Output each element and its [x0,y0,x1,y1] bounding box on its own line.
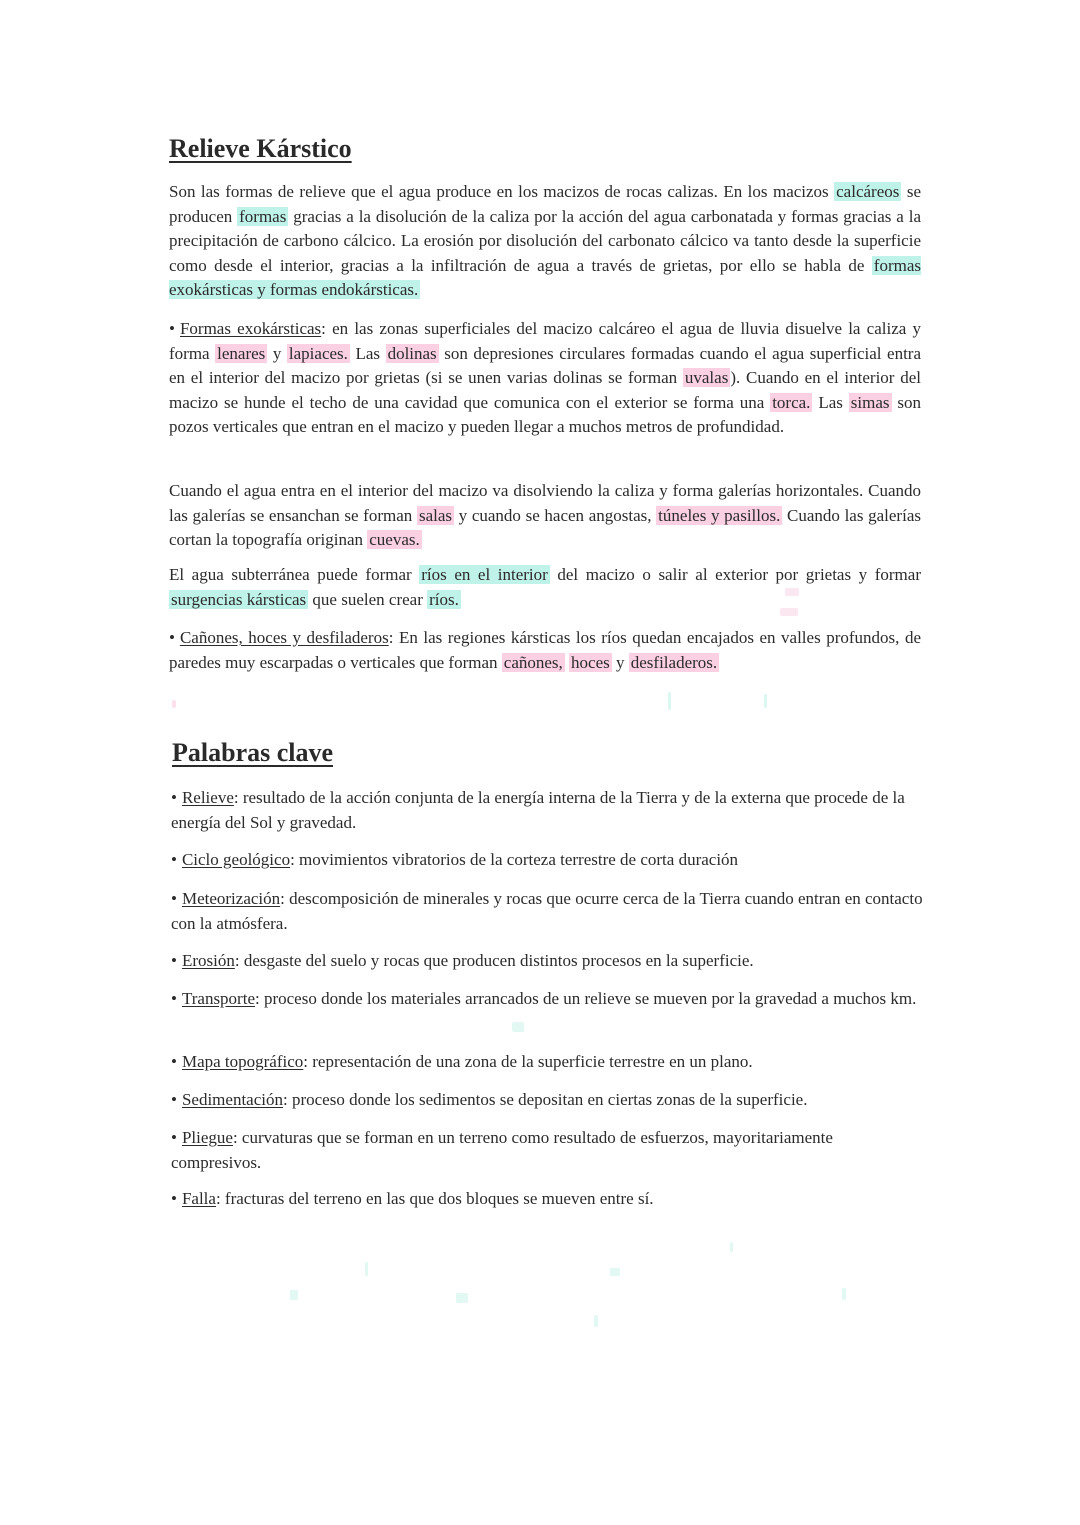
highlight-cuevas: cuevas. [369,530,420,550]
keyword-definition: : representación de una zona de la superficie terrestre en un plano. [303,1052,753,1071]
highlight-dolinas: dolinas [387,343,437,363]
keyword-term: Transporte [181,989,255,1008]
scan-speck [785,588,799,596]
highlight-simas: simas [850,392,890,412]
keyword-definition: : curvaturas que se forman en un terreno como resultado de esfuerzos, mayoritariamente compresivos. [171,1128,833,1172]
text-span: gracias a la disolución de la caliza por la acción del agua carbonatada y formas gracias a la precipitación de carbono cálcico. La erosión por disolución del carbonato cálcico va tanto desde la superficie como desde el interior, gracias a la infiltración de agua a través de grietas, por ello se habla de [169,206,921,275]
highlight-desfiladeros: desfiladeros. [630,652,718,672]
keyword-definition: : resultado de la acción conjunta de la energía interna de la Tierra y de la externa que procede de la energía del Sol y gravedad. [171,788,905,832]
paragraph-galerias [169,479,921,553]
bullet-mark: • [171,850,177,869]
bullet-mark: • [171,1090,177,1109]
bullet-mark: • [171,889,177,908]
text-span: y [267,343,287,363]
bullet-mark: • [171,1052,177,1071]
scan-speck [594,1315,598,1327]
text-span: : en las zonas superficiales del macizo calcáreo el agua de lluvia disuelve la caliza y forma [169,319,921,363]
scan-speck [668,692,671,710]
text-span: que suelen crear [308,589,428,609]
bullet-mark: • [169,319,175,338]
bullet-mark: • [171,989,177,1008]
section-title-palabras-clave: Palabras clave [172,738,334,767]
keyword-term: Falla [181,1189,216,1208]
highlight-surgencias: surgencias kársticas [171,589,307,609]
highlight-lapiaces: lapiaces. [288,343,348,363]
keyword-term: Pliegue [181,1128,233,1147]
highlight-salas: salas [418,505,452,525]
keyword-item [171,1126,923,1175]
bullet-mark: • [171,1189,177,1208]
keyword-item [171,1088,923,1113]
keyword-item [171,1050,923,1075]
bullet-mark: • [171,788,177,807]
scan-speck [456,1293,468,1303]
keyword-item [171,1187,923,1212]
keyword-definition: : descomposición de minerales y rocas que ocurre cerca de la Tierra cuando entran en contacto con la atmósfera. [171,889,923,933]
keyword-definition: : desgaste del suelo y rocas que producen distintos procesos en la superficie. [234,951,754,970]
highlight-rios: ríos. [429,589,459,609]
keyword-item [171,848,923,873]
text-span: son depresiones circulares formadas cuando el agua superficial entra en el interior del macizo por grietas (si se unen varias dolinas se forman [169,343,922,388]
keyword-item [171,786,923,835]
text-span: El agua subterránea puede formar [169,565,420,584]
text-span: Cuando el agua entra en el interior del macizo va disolviendo la caliza y forma galerías horizontales. Cuando las galerías se ensanchan se forman [169,481,921,525]
keyword-item [171,887,923,936]
highlight-rios-interior: ríos en el interior [421,565,548,584]
text-span: del macizo o salir al exterior por grietas y formar [549,565,921,584]
section-title-relieve-karstico: Relieve Kárstico [169,134,352,163]
scan-speck [610,1268,620,1276]
bullet-mark: • [171,951,177,970]
text-span: y cuando se hacen angostas, [454,505,657,525]
paragraph-agua-subterranea [169,563,921,612]
keyword-term: Mapa topográfico [181,1052,304,1071]
keyword-item [171,987,923,1012]
keyword-term: Sedimentación [181,1090,283,1109]
keyword-term: Erosión [181,951,235,970]
paragraph-intro [169,180,921,303]
scan-speck [365,1262,368,1276]
keyword-term: Ciclo geológico [181,850,291,869]
paragraph-formas-exokarsticas [169,317,921,440]
scan-speck [764,694,767,708]
bullet-mark: • [169,628,175,647]
highlight-canones: cañones, [503,652,563,672]
highlight-lenares: lenares [217,343,266,363]
keyword-definition: : fracturas del terreno en las que dos bloques se mueven entre sí. [215,1189,654,1208]
highlight-tuneles-pasillos: túneles y pasillos. [658,505,781,525]
highlight-uvalas: uvalas [684,368,729,388]
keyword-definition: : proceso donde los materiales arrancados de un relieve se mueven por la gravedad a muchos km. [255,989,917,1008]
text-span: Las [812,392,849,412]
text-span: se producen [169,182,921,226]
keyword-term: Meteorización [181,889,281,908]
text-span: ). Cuando en el interior del macizo se hunde el techo de una cavidad que comunica con el exterior se forma una [169,368,921,412]
highlight-formas: formas [239,206,287,226]
text-span: : En las regiones kársticas los ríos quedan encajados en valles profundos, de paredes muy escarpadas o verticales que forman [169,628,921,672]
scan-speck [172,700,176,708]
highlight-calcareos: calcáreos [836,182,900,201]
term-canones-hoces: Cañones, hoces y desfiladeros [179,628,389,647]
scan-speck [290,1290,298,1300]
bullet-mark: • [171,1128,177,1147]
keyword-definition: : movimientos vibratorios de la corteza terrestre de corta duración [290,850,739,869]
keyword-definition: : proceso donde los sedimentos se depositan en ciertas zonas de la superficie. [282,1090,808,1109]
term-formas-exokarsticas: Formas exokársticas [179,319,322,338]
text-span: Las [349,343,386,363]
highlight-formas-exo-endo: formas exokársticas y formas endokársticas. [169,255,921,300]
text-span: y [611,652,629,672]
keyword-item [171,949,923,974]
scan-speck [842,1288,846,1300]
paragraph-canones [169,626,921,675]
keyword-term: Relieve [181,788,234,807]
scan-speck [512,1022,524,1032]
scan-speck [780,608,798,616]
highlight-torca: torca. [772,392,811,412]
text-span: son pozos verticales que entran en el macizo y pueden llegar a muchos metros de profundidad. [169,392,922,437]
text-span: Son las formas de relieve que el agua produce en los macizos de rocas calizas. En los macizos [169,182,835,201]
scan-speck [730,1242,733,1252]
text-span: Cuando las galerías cortan la topografía originan [169,505,921,550]
highlight-hoces: hoces [571,652,610,672]
